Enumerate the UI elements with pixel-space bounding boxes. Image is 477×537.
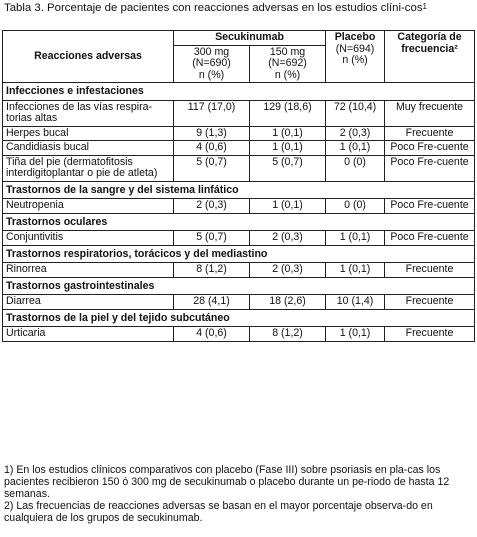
value-placebo: 10 (1,4) (326, 295, 385, 310)
value-300mg: 4 (0,6) (174, 327, 250, 342)
value-placebo: 72 (10,4) (326, 100, 385, 126)
header-dose-300-n: (N=690) (192, 57, 231, 69)
value-300mg: 2 (0,3) (174, 199, 250, 214)
frequency-category: Poco Fre-cuente (385, 231, 475, 246)
header-dose-150 (250, 45, 326, 83)
section-title: Trastornos oculares (3, 213, 475, 231)
value-placebo: 1 (0,1) (326, 327, 385, 342)
section-title: Trastornos respiratorios, torácicos y del mediastino (3, 245, 475, 263)
table-row (3, 126, 475, 141)
header-placebo-unit: n (%) (342, 54, 368, 66)
section-title: Infecciones e infestaciones (3, 83, 475, 101)
table-row (3, 100, 475, 126)
value-300mg: 5 (0,7) (174, 155, 250, 181)
section-title: Trastornos de la piel y del tejido subcutáneo (3, 309, 475, 327)
reaction-name: Conjuntivitis (3, 231, 174, 246)
frequency-category: Poco Fre-cuente (385, 199, 475, 214)
header-dose-150-unit: n (%) (274, 68, 301, 81)
value-300mg: 4 (0,6) (174, 141, 250, 156)
footnotes (4, 464, 474, 524)
header-placebo-title: Placebo (334, 31, 376, 43)
frequency-category: Frecuente (385, 327, 475, 342)
section-row (3, 245, 475, 263)
table-row (3, 327, 475, 342)
value-150mg: 8 (1,2) (250, 327, 326, 342)
table-row (3, 199, 475, 214)
section-row (3, 181, 475, 199)
table-row (3, 155, 475, 181)
frequency-category: Frecuente (385, 263, 475, 278)
reaction-name: Candidiasis bucal (3, 141, 174, 156)
reaction-name: Diarrea (3, 295, 174, 310)
section-row (3, 277, 475, 295)
value-150mg: 129 (18,6) (250, 100, 326, 126)
value-placebo: 2 (0,3) (326, 126, 385, 141)
header-secukinumab: Secukinumab (174, 31, 326, 46)
header-dose-150-mg: 150 mg (269, 45, 306, 58)
value-150mg: 1 (0,1) (250, 126, 326, 141)
reaction-name: Neutropenia (3, 199, 174, 214)
table-row (3, 295, 475, 310)
value-placebo: 0 (0) (326, 199, 385, 214)
table-caption (4, 1, 472, 14)
frequency-category: Frecuente (385, 295, 475, 310)
header-categoria: Categoría de frecuencia² (385, 31, 475, 83)
header-placebo-n: (N=694) (335, 42, 375, 55)
header-reacciones: Reacciones adversas (3, 31, 174, 83)
header-placebo (326, 31, 385, 83)
value-300mg: 28 (4,1) (174, 295, 250, 310)
value-placebo: 1 (0,1) (326, 263, 385, 278)
reaction-name: Tiña del pie (dermatofitosis interdigitoplantar o pie de atleta) (3, 155, 174, 181)
header-dose-300 (174, 45, 250, 83)
frequency-category: Muy frecuente (385, 100, 475, 126)
value-150mg: 5 (0,7) (250, 155, 326, 181)
reaction-name: Rinorrea (3, 263, 174, 278)
caption-footnote-mark: 1 (422, 2, 427, 11)
reaction-name: Infecciones de las vías respira-torias altas (3, 100, 174, 126)
section-row (3, 83, 475, 101)
value-300mg: 8 (1,2) (174, 263, 250, 278)
header-dose-150-n: (N=692) (268, 57, 307, 69)
section-title: Trastornos gastrointestinales (3, 277, 475, 295)
table-row (3, 263, 475, 278)
value-150mg: 2 (0,3) (250, 231, 326, 246)
value-300mg: 9 (1,3) (174, 126, 250, 141)
value-placebo: 1 (0,1) (326, 231, 385, 246)
value-150mg: 1 (0,1) (250, 141, 326, 156)
value-placebo: 0 (0) (326, 155, 385, 181)
value-300mg: 5 (0,7) (174, 231, 250, 246)
value-150mg: 18 (2,6) (250, 295, 326, 310)
frequency-category: Poco Fre-cuente (385, 141, 475, 156)
section-row (3, 213, 475, 231)
frequency-category: Poco Fre-cuente (385, 155, 475, 181)
frequency-category: Frecuente (385, 126, 475, 141)
value-300mg: 117 (17,0) (174, 100, 250, 126)
reaction-name: Urticaria (3, 327, 174, 342)
section-title: Trastornos de la sangre y del sistema linfático (3, 181, 475, 199)
value-150mg: 1 (0,1) (250, 199, 326, 214)
value-placebo: 1 (0,1) (326, 141, 385, 156)
footnote-2: 2) Las frecuencias de reacciones adversas se basan en el mayor porcentaje observa-do en cualquiera de los grupos de secukinumab. (4, 500, 433, 524)
header-dose-300-unit: n (%) (198, 68, 225, 81)
caption-text: Tabla 3. Porcentaje de pacientes con reacciones adversas en los estudios clíni-cos (4, 2, 423, 14)
section-row (3, 309, 475, 327)
reaction-name: Herpes bucal (3, 126, 174, 141)
header-dose-300-mg: 300 mg (193, 45, 230, 58)
table-row (3, 231, 475, 246)
footnote-1: 1) En los estudios clínicos comparativos con placebo (Fase III) sobre psoriasis en pla-cas los pacientes recibieron 150 ó 300 mg de secukinumab o placebo durante un pe-riodo de hasta 12 semanas. (4, 464, 450, 500)
adverse-reactions-table (2, 30, 475, 342)
table-row (3, 141, 475, 156)
value-150mg: 2 (0,3) (250, 263, 326, 278)
